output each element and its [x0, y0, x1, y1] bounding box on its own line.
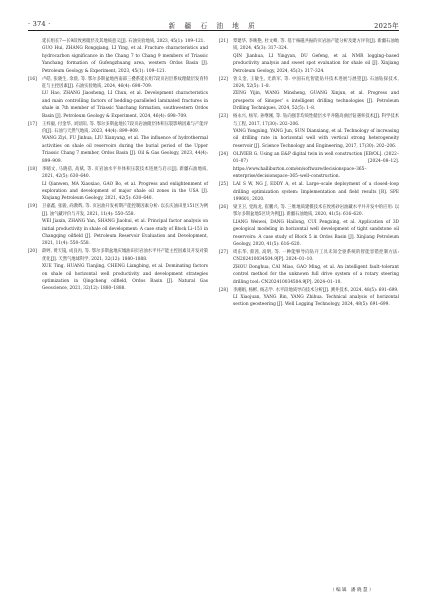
reference-number: [27] — [219, 249, 228, 255]
reference-entry — [219, 151, 399, 181]
reference-text: GUO Hui, ZHANG Rongqiang, LI Ying, et al. Fracture characteristics and hydrocarbon significance in the Chang 7 to Chang 9 members of Triassic Yanchang formation of Gufengzhuang area, western Ordos Basin [J]. Petroleum Geology & Experiment, 2023, 45(1): 109–121. — [42, 46, 208, 74]
reference-text: 卢皓, 张晓生, 余晨, 等. 鄂尔多斯盆地西南部三叠系延长组7段页岩层系纹理储层发育特征与主控因素[J]. 石油实验地质, 2024, 46(4): 698–709. — [42, 76, 208, 90]
publication-year: 2025年 — [374, 22, 399, 30]
page-number: · 374 · — [28, 20, 51, 28]
reference-entry — [219, 287, 399, 309]
reference-text: 梁卫卫, 党海龙, 崔鹏兴, 等. 三维地质建模技术在致密砂岩油藏水平井开发中的应用: 以鄂尔多斯盆地5区块为例[J]. 新疆石油地质, 2020, 41(5): 616–620. — [233, 204, 399, 218]
reference-entry — [219, 181, 399, 203]
reference-text: 卫嘉鑫, 张骏, 尚教辉, 等. 页岩油开发初期产能控制因素分析: 以长庆油田里151区为例[J]. 油气藏评价与开发, 2021, 11(4): 550–558. — [42, 204, 208, 217]
reference-text: LIANG Weiwei, DANG Hailong, CUI Pengxing, et al. Application of 3D geological modeling in horizontal well development of tight sandstone oil reservoirs: A case study of Block 5 in Ordos Basin [J]. Xinjiang Petroleum Geology, 2020, 41(5): 616–620. — [233, 219, 399, 247]
reference-text: YANG Yongxing, YANG Jun, SUN Dianxiang, et al. Technology of increasing oil drilling rate in horizontal well with vertical strong heterogeneity reservoir [J]. Science Technology and Engineering, 2017, 17(30): 202–206. — [233, 129, 399, 149]
reference-number: [26] — [219, 204, 228, 210]
reference-text: 曾义金, 王敏生, 光新军, 等. 中国石化智能钻井技术进展与展望[J]. 石油钻探技术, 2024, 52(5): 1–8. — [233, 76, 399, 90]
reference-entry — [28, 203, 208, 247]
header-rule — [28, 30, 399, 31]
reference-entry — [28, 76, 208, 120]
reference-text: 杨永兴, 杨军, 孙继刚, 等. 钻向强非均质性储层水平井随高曲层钻遇率技术[J]. 科学技术与工程, 2017, 17(30): 202–206. — [233, 114, 399, 127]
reference-text: WANG Ziyi, FU Jinhua, LIU Xianyang, et al. The influence of hydrothermal activities on shale oil reservoirs during the burial period of the Upper Triassic Chang 7 member, Ordos Basin [J]. Oil & Gas Geology, 2023, 44(4): 899–909. — [42, 136, 208, 164]
reference-number: [20] — [28, 249, 37, 255]
reference-entry — [219, 76, 399, 113]
reference-text: 王梓毅, 付金华, 刘显阳, 等. 鄂尔多斯盆地长7段页岩油储层体积压裂影响因素与产能评价[J]. 石油与天然气地质, 2023, 44(4): 899–909. — [42, 121, 208, 135]
reference-number: [28] — [219, 287, 228, 293]
reference-entry — [28, 121, 208, 165]
reference-text: LAI S W, NG J, EDDY A, et al. Large–scale deployment of a closed–loop drilling optimization system: Implementation and field results [R]. SPE 199601, 2020. — [233, 182, 399, 202]
reference-text: XUE Ting, HUANG Tianjing, CHENG Liangbing, et al. Dominating factors on shale oil horizontal well productivity and development strategies optimization in Qingcheng oilfield, Ordos Basin [J]. Natural Gas Geoscience, 2021, 32(12): 1880–1888. — [42, 264, 208, 292]
reference-text: ZENG Yijin, WANG Minsheng, GUANG Xinjun, et al. Progress and prospects of Sinopec' s intelligent drilling technologies [J]. Petroleum Drilling Techniques, 2024, 52(5): 1–8. — [233, 91, 399, 112]
right-reference-column — [219, 38, 399, 309]
reference-number: [23] — [219, 114, 228, 120]
reference-text: 周东华, 蔡茜, 高明, 等. 一种能够导向钻开工具未知全驱系统的智能容错控制方法: CN202410034504.9[P]. 2024–01–10. — [233, 249, 399, 263]
reference-number: [18] — [28, 166, 37, 172]
reference-text: 李晴文, 马晓蓓, 高斌, 等. 页岩油水平井体积压裂技术进展与启示[J]. 新疆石油地质, 2021, 42(5): 630–640. — [42, 166, 208, 180]
reference-text: ZHOU Donghua, CAI Miao, GAO Ming, et al. An intelligent fault–tolerant control method for the unknown full drive system of a rotary steering drilling tool: CN202410034504.9[P]. 2024–01–10. — [233, 264, 399, 285]
reference-text: LI Qianwen, MA Xiaoxiao, GAO Bo, et al. Progress and enlightenment of exploration and development of major shale oil zones in the USA [J]. Xinjiang Petroleum Geology, 2021, 42(5): 630–640. — [42, 181, 208, 202]
reference-entry — [219, 38, 399, 75]
reference-text: LI Xiaojuan, YANG Bin, YANG Zhihua. Technical analysis of horizontal section geosteering [J]. Well Logging Technology, 2024, 48(5): 691–699. — [233, 294, 399, 308]
reference-number: [16] — [28, 76, 37, 82]
reference-entry — [28, 38, 208, 75]
reference-entry — [219, 113, 399, 150]
reference-text: LU Hao, ZHANG Jiaosheng, LI Chun, et al. Development characteristics and main controlling factors of bedding–paralleled laminated fractures in shale in 7th member of Triassic Yanchang formation, southwestern Ordos Basin [J]. Petroleum Geology & Experiment, 2024, 46(4): 698–709. — [42, 91, 208, 119]
reference-number: [24] — [219, 151, 228, 157]
reference-number: [17] — [28, 121, 37, 127]
reference-text: OLIVIER G. Using an E&P digital twin in well construction [EB/OL]. (2022–01–07) [2024–08–12]. https://www.halliburton.com/en/software/decisionspace–365–enterprise/decisionspace–365–well–construction. — [233, 151, 399, 180]
reference-number: [21] — [219, 39, 228, 44]
reference-entry — [28, 248, 208, 292]
reference-number: [22] — [219, 76, 228, 82]
reference-text: 覃建华, 李映艳, 杜文峰, 等. 基于核磁共振的页岩油产能分析及建方评价[J]. 新疆石油地质, 2024, 45(3): 317–324. — [233, 39, 399, 52]
journal-title: 新 疆 石 油 地 质 — [168, 22, 259, 30]
reference-entry — [219, 249, 399, 286]
reference-text: WEI Jiaxin, ZHANG Yan, SHANG Jiaohui, et al. Principal factor analysis on initial productivity in shale oil development: A case study of Block Li–151 in Changqing oilfield [J]. Petroleum Reservoir Evaluation and Development, 2021, 11(4): 550–558. — [42, 219, 208, 247]
reference-number: [25] — [219, 182, 228, 188]
reference-text: 延长组长7—长9段致密储层及其地质意义[J]. 石油实验地质, 2023, 45(1): 109–121. — [42, 39, 205, 44]
editor-note: （编辑 潘晓慧） — [330, 588, 375, 593]
reference-text: QIN Jianhua, LI Yingyan, DU Gefeng, et al. NMR logging–based productivity analysis and sweet spot evaluation for shale oil [J]. Xinjiang Petroleum Geology, 2024, 45(3): 317–324. — [233, 53, 399, 74]
reference-entry — [28, 166, 208, 203]
left-reference-column — [28, 38, 208, 293]
reference-entry — [219, 204, 399, 248]
reference-text: 李湘娟, 杨彬, 杨志学. 水平段地质导向技术分析[J]. 测井技术, 2024, 48(5): 691–699. — [233, 287, 399, 293]
reference-text: 薛婷, 黄天镜, 成良丙, 等. 鄂尔多斯盆地庆城油田页岩油水平井产能主控因素及开发对策优化[J]. 天然气地球科学, 2021, 32(12): 1880–1888. — [42, 249, 208, 262]
reference-number: [19] — [28, 204, 37, 210]
